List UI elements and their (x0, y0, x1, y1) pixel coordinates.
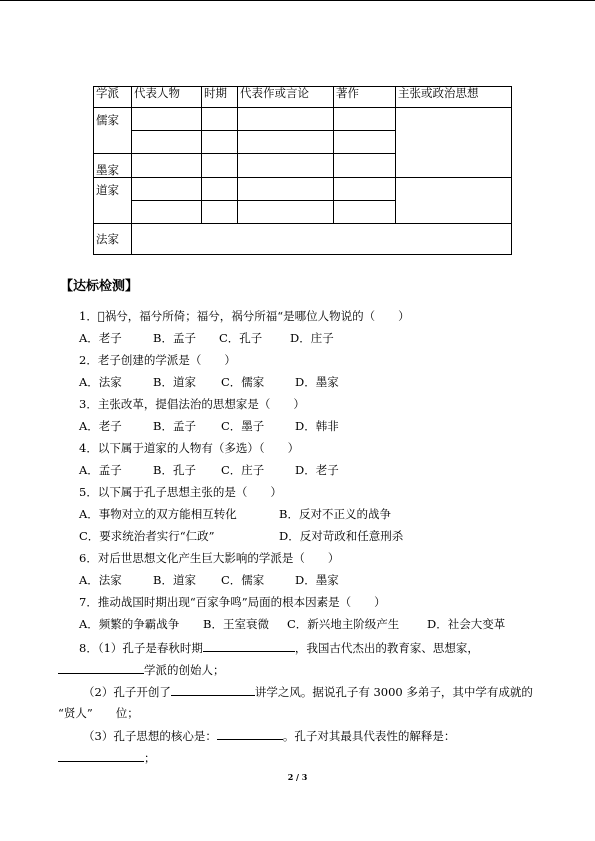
blank-cell (396, 178, 512, 224)
option-d: D．墨家 (295, 573, 339, 587)
option-d: D．老子 (295, 463, 339, 477)
blank-cell (202, 131, 238, 154)
schools-table (93, 86, 512, 255)
blank-cell (132, 224, 512, 255)
option-b: B．道家 (153, 573, 196, 587)
page-number: 2 / 3 (287, 772, 308, 782)
blank-cell (202, 108, 238, 131)
option-c: C．墨子 (221, 419, 265, 433)
option-c: C．新兴地主阶级产生 (287, 617, 400, 631)
option-d: D．社会大变革 (427, 617, 506, 631)
q8-text: 讲学之风。据说孔子有 3000 多弟子，其中学有成就的 (254, 685, 533, 699)
header-cell: 时期 (202, 87, 238, 108)
option-c: C．儒家 (221, 375, 265, 389)
blank-cell (202, 201, 238, 224)
header-cell: 著作 (334, 87, 396, 108)
answer-blank[interactable] (58, 662, 144, 674)
q8-text: 8．（1）孔子是春秋时期 (79, 641, 203, 655)
option-c: C．庄子 (221, 463, 265, 477)
header-cell: 代表人物 (132, 87, 202, 108)
option-c: C．儒家 (221, 573, 265, 587)
table-row (94, 224, 512, 255)
school-name-cell: 法家 (94, 224, 132, 255)
fill-in-line (58, 750, 156, 765)
school-name-cell: 儒家 (94, 108, 132, 154)
option-b: B．孔子 (153, 463, 196, 477)
blank-cell (238, 131, 334, 154)
fill-in-line (58, 662, 225, 677)
question-stem: 1． 祸兮，福兮所倚；福兮，祸兮所福“是哪位人物说的（ ） (79, 309, 410, 323)
table-header-row (94, 87, 512, 108)
option-a: A．老子 (79, 331, 122, 345)
school-name-cell: 墨家 (94, 154, 132, 178)
question-stem: 7．推动战国时期出现“百家争鸣”局面的根本因素是（ ） (79, 595, 386, 609)
answer-blank[interactable] (58, 750, 144, 762)
question-stem: 3．主张改革，提倡法治的思想家是（ ） (79, 397, 305, 411)
answer-blank[interactable] (217, 728, 283, 740)
option-a: A．老子 (79, 419, 122, 433)
blank-cell (202, 154, 238, 178)
q8-text: ； (144, 751, 156, 765)
option-a: A．事物对立的双方能相互转化 (79, 507, 237, 521)
blank-cell (132, 154, 202, 178)
table-row (94, 108, 512, 131)
q8-text: （2）孔子开创了 (83, 685, 171, 699)
blank-cell (334, 178, 396, 201)
blank-cell (132, 108, 202, 131)
option-d: D．庄子 (290, 331, 334, 345)
option-c: C．要求统治者实行“仁政” (79, 529, 215, 543)
header-cell: 学派 (94, 87, 132, 108)
fill-in-line (83, 684, 533, 699)
option-b: B．孟子 (153, 419, 196, 433)
question-stem: 5．以下属于孔子思想主张的是（ ） (79, 485, 282, 499)
option-d: D．反对苛政和任意刑杀 (279, 529, 404, 543)
option-d: D．韩非 (295, 419, 339, 433)
option-c: C．孔子 (219, 331, 263, 345)
option-b: B．孟子 (153, 331, 196, 345)
blank-cell (238, 178, 334, 201)
option-a: A．法家 (79, 375, 122, 389)
option-b: B．反对不正义的战争 (279, 507, 391, 521)
question-stem: 6．对后世思想文化产生巨大影响的学派是（ ） (79, 551, 340, 565)
q8-text: ，我国古代杰出的教育家、思想家， (294, 641, 479, 655)
table-row (94, 178, 512, 201)
option-a: A．孟子 (79, 463, 122, 477)
blank-cell (396, 108, 512, 178)
option-a: A．频繁的争霸战争 (79, 617, 180, 631)
q8-text: 学派的创始人； (144, 663, 225, 677)
answer-blank[interactable] (171, 684, 255, 696)
section-heading: 【达标检测】 (60, 279, 139, 294)
option-a: A．法家 (79, 573, 122, 587)
blank-cell (132, 178, 202, 201)
top-border (0, 0, 595, 1)
blank-cell (238, 201, 334, 224)
blank-cell (132, 201, 202, 224)
blank-cell (334, 201, 396, 224)
school-name-cell: 道家 (94, 178, 132, 224)
option-b: B．道家 (153, 375, 196, 389)
answer-blank[interactable] (203, 640, 295, 652)
q8-text: （3）孔子思想的核心是： (83, 729, 217, 743)
blank-cell (334, 108, 396, 131)
option-d: D．墨家 (295, 375, 339, 389)
question-stem: 2．老子创建的学派是（ ） (79, 353, 236, 367)
blank-cell (132, 131, 202, 154)
question-stem: 4．以下属于道家的人物有（多选）（ ） (79, 441, 300, 455)
blank-cell (334, 131, 396, 154)
blank-cell (334, 154, 396, 178)
fill-in-line (79, 640, 479, 655)
fill-in-line (83, 728, 455, 743)
blank-cell (238, 154, 334, 178)
blank-cell (202, 178, 238, 201)
header-cell: 代表作或言论 (238, 87, 334, 108)
q8-text: “贤人” 位； (58, 706, 139, 720)
header-cell: 主张或政治思想 (396, 87, 512, 108)
option-b: B．王室衰微 (203, 617, 269, 631)
blank-cell (238, 108, 334, 131)
q8-text: 。孔子对其最具代表性的解释是： (282, 729, 456, 743)
